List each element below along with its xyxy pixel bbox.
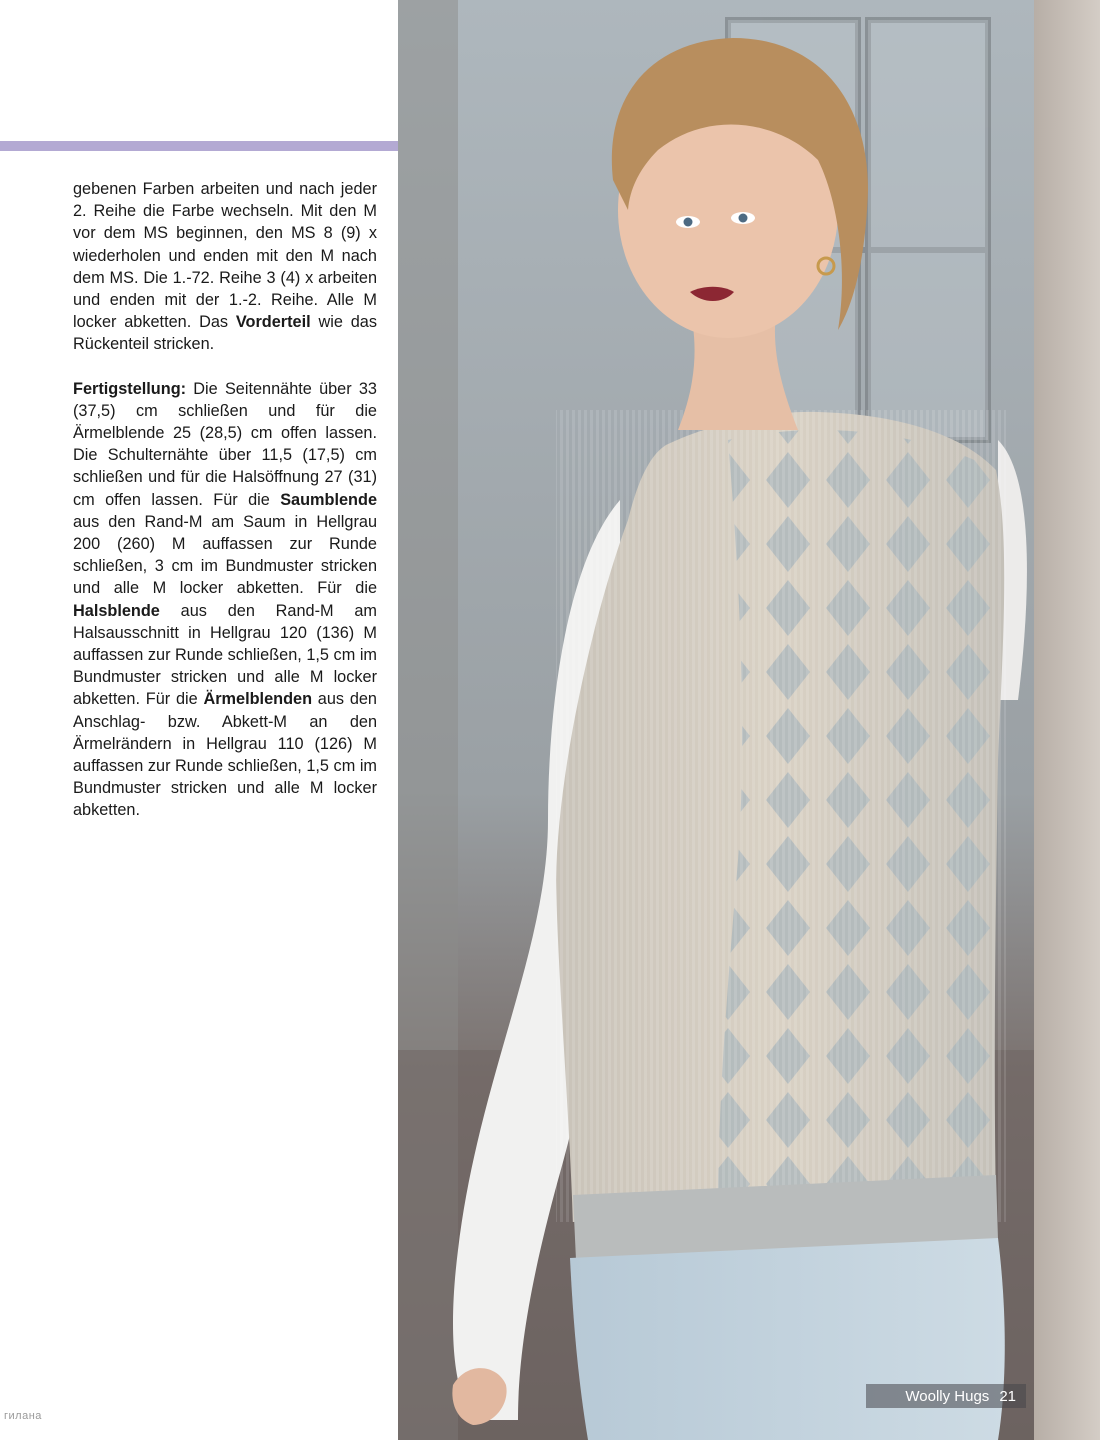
page-number: 21 bbox=[999, 1387, 1016, 1405]
magazine-name: Woolly Hugs bbox=[905, 1387, 990, 1405]
watermark: гилана bbox=[4, 1410, 42, 1422]
term-aermelblenden: Ärmelblenden bbox=[203, 690, 313, 709]
heading-fertigstellung: Fertigstellung: bbox=[73, 379, 187, 398]
footer-tag bbox=[866, 1384, 1026, 1408]
paragraph-finishing: Fertigstellung: Die Seitennähte über 33 (37,5) cm schließen und für die Ärmelblende 25 (28,5) cm offen lassen. Die Schulternähte über 11,5 (17,5) cm schließen und für die Halsöffnung 27 (31) cm offen lassen. Für die Saumblende aus den Rand-M am Saum in Hellgrau 200 (260) M auffassen zur Runde schließen, 3 cm im Bundmuster stricken und alle M locker abketten. Für die Halsblende aus den Rand-M am Halsausschnitt in Hellgrau 120 (136) M auffassen zur Runde schließen, 1,5 cm im Bundmuster stricken und alle M locker abketten. Für die Ärmelblenden aus den Anschlag- bzw. Abkett-M an den Ärmelrändern in Hellgrau 110 (126) M auffassen zur Runde schließen, 1,5 cm im Bundmuster stricken und alle M locker abketten. bbox=[73, 379, 377, 820]
term-vorderteil: Vorderteil bbox=[235, 313, 311, 332]
term-saumblende: Saumblende bbox=[280, 490, 377, 509]
accent-rule bbox=[0, 141, 398, 151]
text-column bbox=[0, 0, 398, 1440]
term-halsblende: Halsblende bbox=[73, 601, 160, 620]
instructions-text bbox=[73, 178, 377, 822]
model-photo bbox=[398, 0, 1100, 1440]
paragraph-back-piece: gebenen Farben arbeiten und nach jeder 2. Reihe die Farbe wechseln. Mit den M vor dem MS beginnen, den MS 8 (9) x wiederholen und enden mit den M nach dem MS. Die 1.-72. Reihe 3 (4) x arbeiten und enden mit der 1.-2. Reihe. Alle M locker abketten. Das Vorderteil wie das Rückenteil stricken. bbox=[73, 180, 377, 354]
